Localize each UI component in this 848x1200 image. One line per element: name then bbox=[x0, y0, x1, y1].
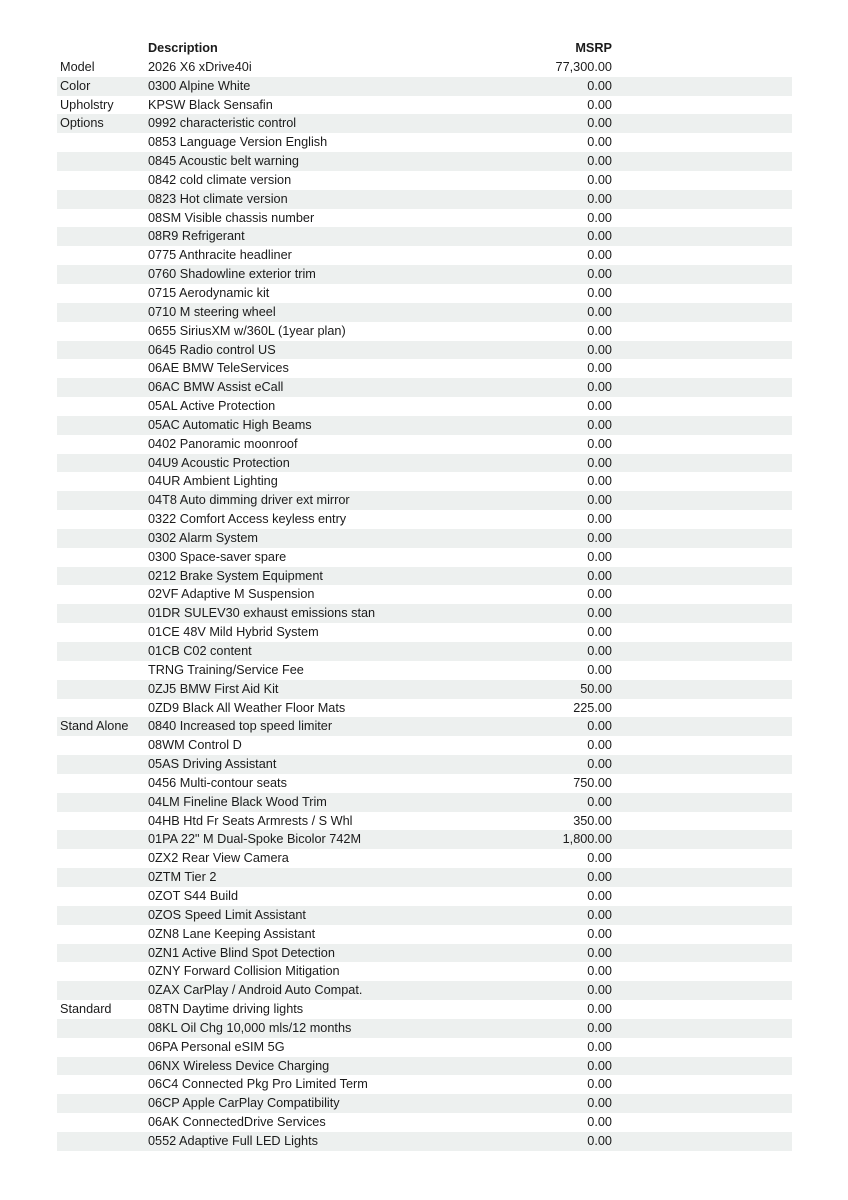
msrp-cell: 0.00 bbox=[587, 870, 612, 885]
msrp-cell: 1,800.00 bbox=[562, 832, 612, 847]
description-cell: 0322 Comfort Access keyless entry bbox=[148, 512, 347, 527]
msrp-cell: 0.00 bbox=[587, 229, 612, 244]
msrp-cell: 0.00 bbox=[587, 568, 612, 583]
msrp-cell: 0.00 bbox=[587, 1077, 612, 1092]
msrp-cell: 0.00 bbox=[587, 1115, 612, 1130]
table-row bbox=[57, 962, 792, 981]
description-cell: 0842 cold climate version bbox=[148, 172, 292, 187]
msrp-cell: 0.00 bbox=[587, 851, 612, 866]
description-cell: 0655 SiriusXM w/360L (1year plan) bbox=[148, 323, 346, 338]
msrp-cell: 0.00 bbox=[587, 154, 612, 169]
table-row bbox=[57, 209, 792, 228]
table-row bbox=[57, 717, 792, 736]
table-row bbox=[57, 642, 792, 661]
msrp-cell: 0.00 bbox=[587, 285, 612, 300]
description-cell: 0840 Increased top speed limiter bbox=[148, 719, 333, 734]
table-row bbox=[57, 585, 792, 604]
table-row bbox=[57, 887, 792, 906]
msrp-cell: 0.00 bbox=[587, 361, 612, 376]
description-cell: 0645 Radio control US bbox=[148, 342, 276, 357]
table-row bbox=[57, 925, 792, 944]
description-cell: 0ZOS Speed Limit Assistant bbox=[148, 907, 306, 922]
table-row bbox=[57, 699, 792, 718]
table-row bbox=[57, 435, 792, 454]
msrp-cell: 0.00 bbox=[587, 662, 612, 677]
description-cell: 05AS Driving Assistant bbox=[148, 757, 277, 772]
description-cell: 2026 X6 xDrive40i bbox=[148, 59, 252, 74]
msrp-cell: 0.00 bbox=[587, 399, 612, 414]
description-cell: 06C4 Connected Pkg Pro Limited Term bbox=[148, 1077, 368, 1092]
table-row bbox=[57, 981, 792, 1000]
description-cell: 06AK ConnectedDrive Services bbox=[148, 1115, 326, 1130]
description-cell: 0456 Multi-contour seats bbox=[148, 775, 287, 790]
table-row bbox=[57, 58, 792, 77]
table-row bbox=[57, 1094, 792, 1113]
description-cell: 06PA Personal eSIM 5G bbox=[148, 1039, 285, 1054]
table-row bbox=[57, 623, 792, 642]
table-row bbox=[57, 77, 792, 96]
msrp-cell: 0.00 bbox=[587, 964, 612, 979]
description-cell: 06AC BMW Assist eCall bbox=[148, 380, 284, 395]
description-cell: 0402 Panoramic moonroof bbox=[148, 436, 298, 451]
description-cell: 01CE 48V Mild Hybrid System bbox=[148, 625, 319, 640]
msrp-cell: 0.00 bbox=[587, 191, 612, 206]
table-row bbox=[57, 454, 792, 473]
msrp-cell: 0.00 bbox=[587, 1058, 612, 1073]
category-cell: Color bbox=[60, 78, 91, 93]
description-cell: 08R9 Refrigerant bbox=[148, 229, 245, 244]
table-header-row bbox=[57, 39, 792, 58]
msrp-cell: 0.00 bbox=[587, 248, 612, 263]
msrp-cell: 0.00 bbox=[587, 644, 612, 658]
msrp-cell: 77,300.00 bbox=[555, 59, 612, 74]
description-cell: 0ZN8 Lane Keeping Assistant bbox=[148, 926, 316, 941]
description-cell: 0552 Adaptive Full LED Lights bbox=[148, 1133, 318, 1148]
description-cell: 01PA 22" M Dual-Spoke Bicolor 742M bbox=[148, 832, 362, 847]
msrp-cell: 0.00 bbox=[587, 888, 612, 903]
table-row bbox=[57, 906, 792, 925]
table-row bbox=[57, 284, 792, 303]
msrp-cell: 0.00 bbox=[587, 907, 612, 922]
description-cell: 0992 characteristic control bbox=[148, 116, 297, 131]
description-cell: 04U9 Acoustic Protection bbox=[148, 455, 290, 470]
table-row bbox=[57, 1000, 792, 1019]
msrp-cell: 0.00 bbox=[587, 97, 612, 112]
table-row bbox=[57, 378, 792, 397]
description-cell: 05AC Automatic High Beams bbox=[148, 417, 312, 432]
msrp-cell: 0.00 bbox=[587, 380, 612, 395]
description-cell: 08WM Control D bbox=[148, 738, 242, 753]
msrp-cell: 0.00 bbox=[587, 474, 612, 489]
description-cell: 01CB C02 content bbox=[148, 644, 252, 658]
msrp-cell: 0.00 bbox=[587, 1020, 612, 1035]
msrp-cell: 0.00 bbox=[587, 794, 612, 809]
table-row bbox=[57, 944, 792, 963]
table-row bbox=[57, 736, 792, 755]
table-row bbox=[57, 322, 792, 341]
table-row bbox=[57, 1038, 792, 1057]
description-cell: 0853 Language Version English bbox=[148, 135, 328, 150]
description-cell: 08KL Oil Chg 10,000 mls/12 months bbox=[148, 1020, 352, 1035]
table-row bbox=[57, 133, 792, 152]
description-cell: 0ZJ5 BMW First Aid Kit bbox=[148, 681, 279, 696]
table-row bbox=[57, 246, 792, 265]
msrp-cell: 0.00 bbox=[587, 606, 612, 621]
description-cell: 0300 Space-saver spare bbox=[148, 549, 287, 564]
table-row bbox=[57, 567, 792, 586]
description-cell: 04UR Ambient Lighting bbox=[148, 474, 278, 489]
msrp-cell: 0.00 bbox=[587, 493, 612, 508]
description-cell: 0ZX2 Rear View Camera bbox=[148, 851, 289, 866]
description-cell: 0710 M steering wheel bbox=[148, 304, 276, 319]
msrp-cell: 350.00 bbox=[573, 813, 612, 828]
description-cell: 0775 Anthracite headliner bbox=[148, 248, 292, 263]
msrp-cell: 0.00 bbox=[587, 1002, 612, 1017]
msrp-cell: 0.00 bbox=[587, 78, 612, 93]
table-row bbox=[57, 529, 792, 548]
msrp-cell: 0.00 bbox=[587, 116, 612, 131]
msrp-cell: 750.00 bbox=[573, 775, 612, 790]
description-column-header: Description bbox=[148, 41, 218, 55]
description-cell: 02VF Adaptive M Suspension bbox=[148, 587, 315, 602]
description-cell: 0ZN1 Active Blind Spot Detection bbox=[148, 945, 335, 960]
table-row bbox=[57, 830, 792, 849]
table-row bbox=[57, 849, 792, 868]
category-cell: Standard bbox=[60, 1002, 112, 1017]
msrp-cell: 0.00 bbox=[587, 267, 612, 282]
description-cell: 0ZAX CarPlay / Android Auto Compat. bbox=[148, 983, 363, 998]
description-cell: 0760 Shadowline exterior trim bbox=[148, 267, 316, 282]
msrp-cell: 0.00 bbox=[587, 757, 612, 772]
description-cell: 08SM Visible chassis number bbox=[148, 210, 315, 225]
description-cell: 0715 Aerodynamic kit bbox=[148, 285, 270, 300]
table-row bbox=[57, 774, 792, 793]
table-row bbox=[57, 680, 792, 699]
description-cell: 0ZTM Tier 2 bbox=[148, 870, 217, 885]
msrp-cell: 225.00 bbox=[573, 700, 612, 715]
table-row bbox=[57, 152, 792, 171]
msrp-cell: 0.00 bbox=[587, 210, 612, 225]
description-cell: TRNG Training/Service Fee bbox=[148, 662, 304, 677]
table-row bbox=[57, 265, 792, 284]
table-row bbox=[57, 1132, 792, 1151]
msrp-cell: 0.00 bbox=[587, 1133, 612, 1148]
msrp-cell: 0.00 bbox=[587, 1096, 612, 1111]
msrp-cell: 0.00 bbox=[587, 304, 612, 319]
msrp-cell: 0.00 bbox=[587, 549, 612, 564]
msrp-cell: 0.00 bbox=[587, 342, 612, 357]
description-cell: 06NX Wireless Device Charging bbox=[148, 1058, 330, 1073]
table-row bbox=[57, 491, 792, 510]
table-row bbox=[57, 604, 792, 623]
msrp-cell: 0.00 bbox=[587, 738, 612, 753]
msrp-cell: 0.00 bbox=[587, 323, 612, 338]
msrp-cell: 0.00 bbox=[587, 625, 612, 640]
table-row bbox=[57, 303, 792, 322]
msrp-column-header: MSRP bbox=[575, 41, 612, 55]
table-row bbox=[57, 171, 792, 190]
description-cell: 01DR SULEV30 exhaust emissions stan bbox=[148, 606, 376, 621]
msrp-cell: 0.00 bbox=[587, 945, 612, 960]
description-cell: 0823 Hot climate version bbox=[148, 191, 288, 206]
msrp-cell: 0.00 bbox=[587, 436, 612, 451]
msrp-cell: 0.00 bbox=[587, 135, 612, 150]
msrp-cell: 0.00 bbox=[587, 172, 612, 187]
msrp-cell: 0.00 bbox=[587, 926, 612, 941]
description-cell: 0845 Acoustic belt warning bbox=[148, 154, 299, 169]
table-row bbox=[57, 359, 792, 378]
table-row bbox=[57, 227, 792, 246]
msrp-cell: 0.00 bbox=[587, 455, 612, 470]
table-row bbox=[57, 661, 792, 680]
msrp-cell: 0.00 bbox=[587, 1039, 612, 1054]
table-row bbox=[57, 510, 792, 529]
category-cell: Upholstry bbox=[60, 97, 114, 112]
table-row bbox=[57, 397, 792, 416]
description-cell: KPSW Black Sensafin bbox=[148, 97, 273, 112]
table-row bbox=[57, 868, 792, 887]
msrp-cell: 0.00 bbox=[587, 983, 612, 998]
msrp-cell: 0.00 bbox=[587, 512, 612, 527]
table-row bbox=[57, 812, 792, 831]
description-cell: 06CP Apple CarPlay Compatibility bbox=[148, 1096, 340, 1111]
table-row bbox=[57, 1113, 792, 1132]
options-table bbox=[57, 39, 792, 1151]
table-row bbox=[57, 341, 792, 360]
table-row bbox=[57, 96, 792, 115]
msrp-cell: 0.00 bbox=[587, 417, 612, 432]
description-cell: 0ZOT S44 Build bbox=[148, 888, 239, 903]
description-cell: 0212 Brake System Equipment bbox=[148, 568, 323, 583]
table-row bbox=[57, 114, 792, 133]
description-cell: 06AE BMW TeleServices bbox=[148, 361, 289, 376]
table-row bbox=[57, 793, 792, 812]
description-cell: 0300 Alpine White bbox=[148, 78, 251, 93]
category-cell: Stand Alone bbox=[60, 719, 129, 734]
description-cell: 05AL Active Protection bbox=[148, 399, 276, 414]
msrp-cell: 50.00 bbox=[580, 681, 612, 696]
msrp-cell: 0.00 bbox=[587, 587, 612, 602]
msrp-cell: 0.00 bbox=[587, 719, 612, 734]
description-cell: 0302 Alarm System bbox=[148, 530, 259, 545]
description-cell: 0ZNY Forward Collision Mitigation bbox=[148, 964, 340, 979]
table-row bbox=[57, 548, 792, 567]
table-row bbox=[57, 1019, 792, 1038]
category-cell: Model bbox=[60, 59, 95, 74]
category-cell: Options bbox=[60, 116, 104, 131]
table-row bbox=[57, 190, 792, 209]
description-cell: 0ZD9 Black All Weather Floor Mats bbox=[148, 700, 346, 715]
table-row bbox=[57, 1075, 792, 1094]
description-cell: 08TN Daytime driving lights bbox=[148, 1002, 304, 1017]
description-cell: 04LM Fineline Black Wood Trim bbox=[148, 794, 327, 809]
table-row bbox=[57, 416, 792, 435]
description-cell: 04HB Htd Fr Seats Armrests / S Whl bbox=[148, 813, 353, 828]
table-row bbox=[57, 1057, 792, 1076]
msrp-cell: 0.00 bbox=[587, 530, 612, 545]
table-row bbox=[57, 472, 792, 491]
description-cell: 04T8 Auto dimming driver ext mirror bbox=[148, 493, 350, 508]
table-row bbox=[57, 755, 792, 774]
